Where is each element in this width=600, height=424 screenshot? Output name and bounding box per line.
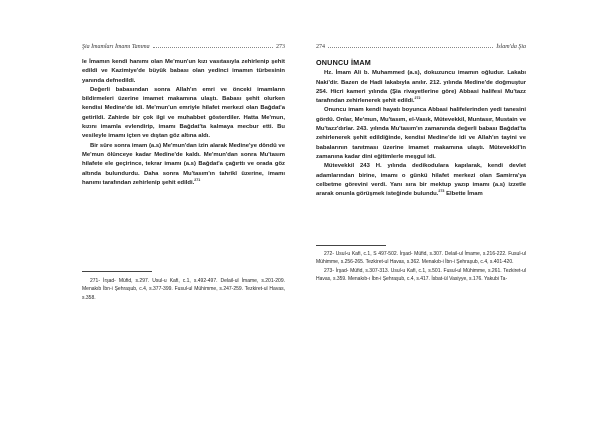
right-page bbox=[316, 0, 526, 424]
footnote-marker: 273 bbox=[438, 189, 445, 194]
running-header bbox=[316, 44, 526, 50]
paragraph: Değerli babasından sonra Allah'ın emri ve önceki imamların bildirmeleri üzerine imamet makamına ulaştı. Babası şehit olurken kendisi Medine'de idi. Me'mun'un emriyle hilafet merkezi olan Bağdat'a getirildi. Zahirde bir çok ilgi ve muhabbet gösterdiler. Hatta Me'mun, kızını imamla evlendirip, imamı Bağdat'ta kalmaya mecbur etti. Bu vesileyle imamı içten ve dıştan göz altına aldı. bbox=[82, 86, 285, 140]
footnotes bbox=[316, 250, 526, 284]
main-text bbox=[316, 58, 526, 199]
footnote-divider bbox=[82, 271, 152, 272]
main-text bbox=[82, 58, 285, 188]
paragraph-text: Bir süre sonra imam (a.s) Me'mun'dan izin alarak Medine'ye döndü ve Me'mun ölünceye kadar Medine'de kaldı. Me'mun'dan sonra Mu'tasım hilafete ele geçirince, tekrar imamı (a.s) Bağdat'a çağırttı ve orada göz altında bulundurdu. Daha sonra Mu'tasım'ın tahrikî üzerine, imamı hanımı tarafından zehirlenip şehit edildi. bbox=[82, 142, 285, 186]
footnote-divider bbox=[316, 245, 386, 246]
header-leader-dots bbox=[153, 44, 273, 48]
paragraph-continuation: Elbette İmam bbox=[446, 191, 483, 198]
footnote-marker: 272 bbox=[414, 96, 421, 101]
footnote-marker: 271 bbox=[194, 177, 201, 182]
header-leader-dots bbox=[328, 44, 493, 48]
paragraph bbox=[82, 142, 285, 188]
paragraph-text: Mütevekkil 243 H. yılında dedikodulara kapılarak, kendi devlet adamlarından birine, imamı o günkü hilafet merkezi olan Samirra'ya celbetme görevini verdi. Yanı sıra bir mektup yazıp imamı (a.s) izzetle ararak onunla görüşmek isteğinde bulundu. bbox=[316, 163, 526, 198]
header-title: Şia İmamları İmamı Tanıma bbox=[82, 44, 150, 50]
section-title: ONUNCU İMAM bbox=[316, 58, 371, 67]
footnotes bbox=[82, 277, 285, 302]
footnote: 271- İrşad- Müfid, s.297. Usul-u Kafi, c.1, s.492-497. Delail-ul İmame, s.201-209. Menakıb İbn-i Şehraşub, c.4, s.377-399. Fusul-ul Mühimme, s.247-259. Tezkiret-ul Havas, s.358. bbox=[82, 278, 285, 301]
header-title: İslam'da Şia bbox=[496, 44, 526, 50]
running-header bbox=[82, 44, 285, 50]
paragraph-text: Hz. İmam Ali b. Muhammed (a.s), dokuzuncu imamın oğludur. Lakabı Naki'dir. Bazen de Hadi lakabıyla anılır. 212. yılında Medine'de doğmuştur 254. Hicri kameri yılında (Şia rivayetlerine göre) Abbasi halifesi Mu'tazz tarafından zehirlenerek şehit edildi. bbox=[316, 70, 526, 105]
footnote: 272- Usul-u Kafi, c.1, S 497-502. İrşad- Müfid, s.307. Delail-ul İmame, s.216-222. Fusul-ul Mühimme, s.256-265. Tezkiret-ul Havas, s.362. Menakıb-i İbn-i Şehraşub, c.4, s.401-420. bbox=[316, 251, 526, 266]
left-page bbox=[82, 0, 285, 424]
page-number: 274 bbox=[316, 44, 325, 50]
paragraph: le İmamın kendi hanımı olan Me'mun'un kızı vasıtasıyla zehirlenip şehit edildi ve Kazimiye'de büyük babası olan yedinci imamın türbesinin yanında defnedildi. bbox=[82, 59, 285, 84]
footnote: 273- İrşad- Müfid, s.307-313. Usul-u Kafi, c.1, s.501. Fusul-ul Mühimme, s.261. Tezkiret-ul Havas, s.359. Menakıb-ı İbn-i Şehraşub, c.4, s.417. İsbat-ül Vasiyye, s.176. Yakubi Ta- bbox=[316, 267, 526, 283]
paragraph: Onuncu imam kendi hayatı boyunca Abbasi halifelerinden yedi tanesini gördü. Onlar, Me'mun, Mu'tasım, el-Vasık, Mütevekkil, Muntasır, Mustain ve Mu'tazz'dırlar. 243. yılında Mu'tasım'ın zamanında değerli babası Bağdat'ta zehirlenerek şehit edildiğinde, kendisi Medine'de idi ve Allah'ın tayini ve babalarının tanıtması üzerine imamet makamına ulaştı. Mütevekkil'in zamanına kadar dini eğitimlerle meşgul idi. bbox=[316, 107, 526, 160]
page-number: 273 bbox=[276, 44, 285, 50]
paragraph bbox=[316, 162, 526, 199]
paragraph bbox=[316, 69, 526, 106]
